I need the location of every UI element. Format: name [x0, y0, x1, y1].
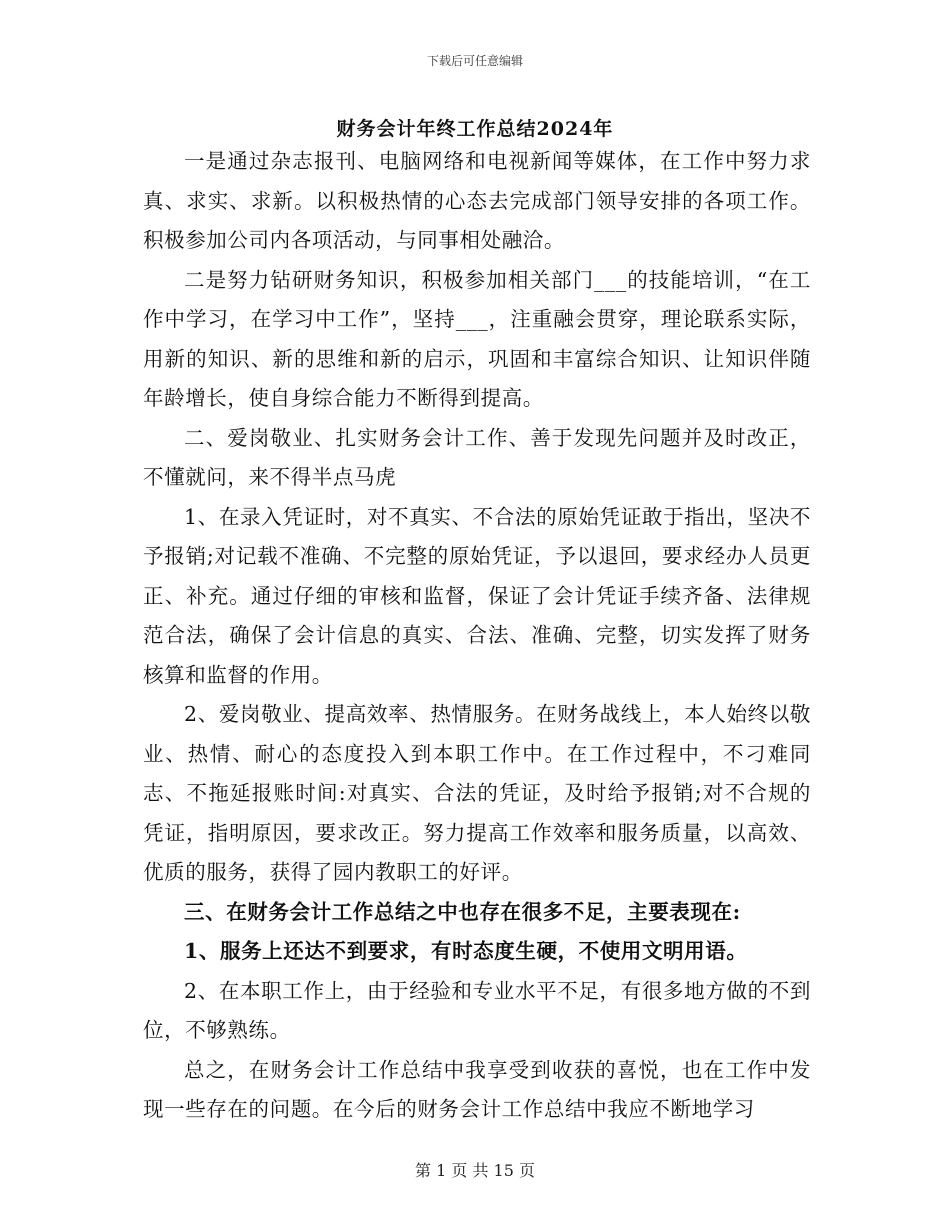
section-heading-shortcomings: 三、在财务会计工作总结之中也存在很多不足，主要表现在: — [184, 899, 741, 924]
paragraph-conclusion: 总之，在财务会计工作总结中我享受到收获的喜悦，也在工作中发现一些存在的问题。在今后的财务会计工作总结中我应不断地学习 — [143, 1057, 811, 1121]
paragraph-4: 1、在录入凭证时，对不真实、不合法的原始凭证敢于指出，坚决不予报销;对记载不准确、不完整的原始凭证，予以退回，要求经办人员更正、补充。通过仔细的审核和监督，保证了会计凭证手续齐备、法律规范合法，确保了会计信息的真实、合法、准确、完整，切实发挥了财务核算和监督的作用。 — [143, 504, 811, 687]
page-header-note: 下载后可任意编辑 — [426, 54, 523, 68]
paragraph-3: 二、爱岗敬业、扎实财务会计工作、善于发现先问题并及时改正，不懂就问，来不得半点马虎 — [143, 425, 811, 489]
paragraph-2: 二是努力钻研财务知识，积极参加相关部门___的技能培训，“在工作中学习，在学习中工作”，坚持___，注重融会贯穿，理论联系实际，用新的知识、新的思维和新的启示，巩固和丰富综合知识、让知识伴随年龄增长，使自身综合能力不断得到提高。 — [143, 267, 811, 410]
paragraph-shortcoming-1: 1、服务上还达不到要求，有时态度生硬，不使用文明用语。 — [184, 939, 748, 963]
document-title: 财务会计年终工作总结2024年 — [336, 118, 614, 140]
paragraph-1: 一是通过杂志报刊、电脑网络和电视新闻等媒体，在工作中努力求真、求实、求新。以积极热情的心态去完成部门领导安排的各项工作。积极参加公司内各项活动，与同事相处融洽。 — [143, 149, 811, 252]
paragraph-5: 2、爱岗敬业、提高效率、热情服务。在财务战线上，本人始终以敬业、热情、耐心的态度投入到本职工作中。在工作过程中，不刁难同志、不拖延报账时间:对真实、合法的凭证，及时给予报销;对不合规的凭证，指明原因，要求改正。努力提高工作效率和服务质量，以高效、优质的服务，获得了园内教职工的好评。 — [143, 702, 811, 884]
document-body — [143, 142, 811, 1130]
paragraph-shortcoming-2: 2、在本职工作上，由于经验和专业水平不足，有很多地方做的不到位，不够熟练。 — [143, 978, 811, 1042]
page-number-footer: 第 1 页 共 15 页 — [415, 1161, 535, 1180]
